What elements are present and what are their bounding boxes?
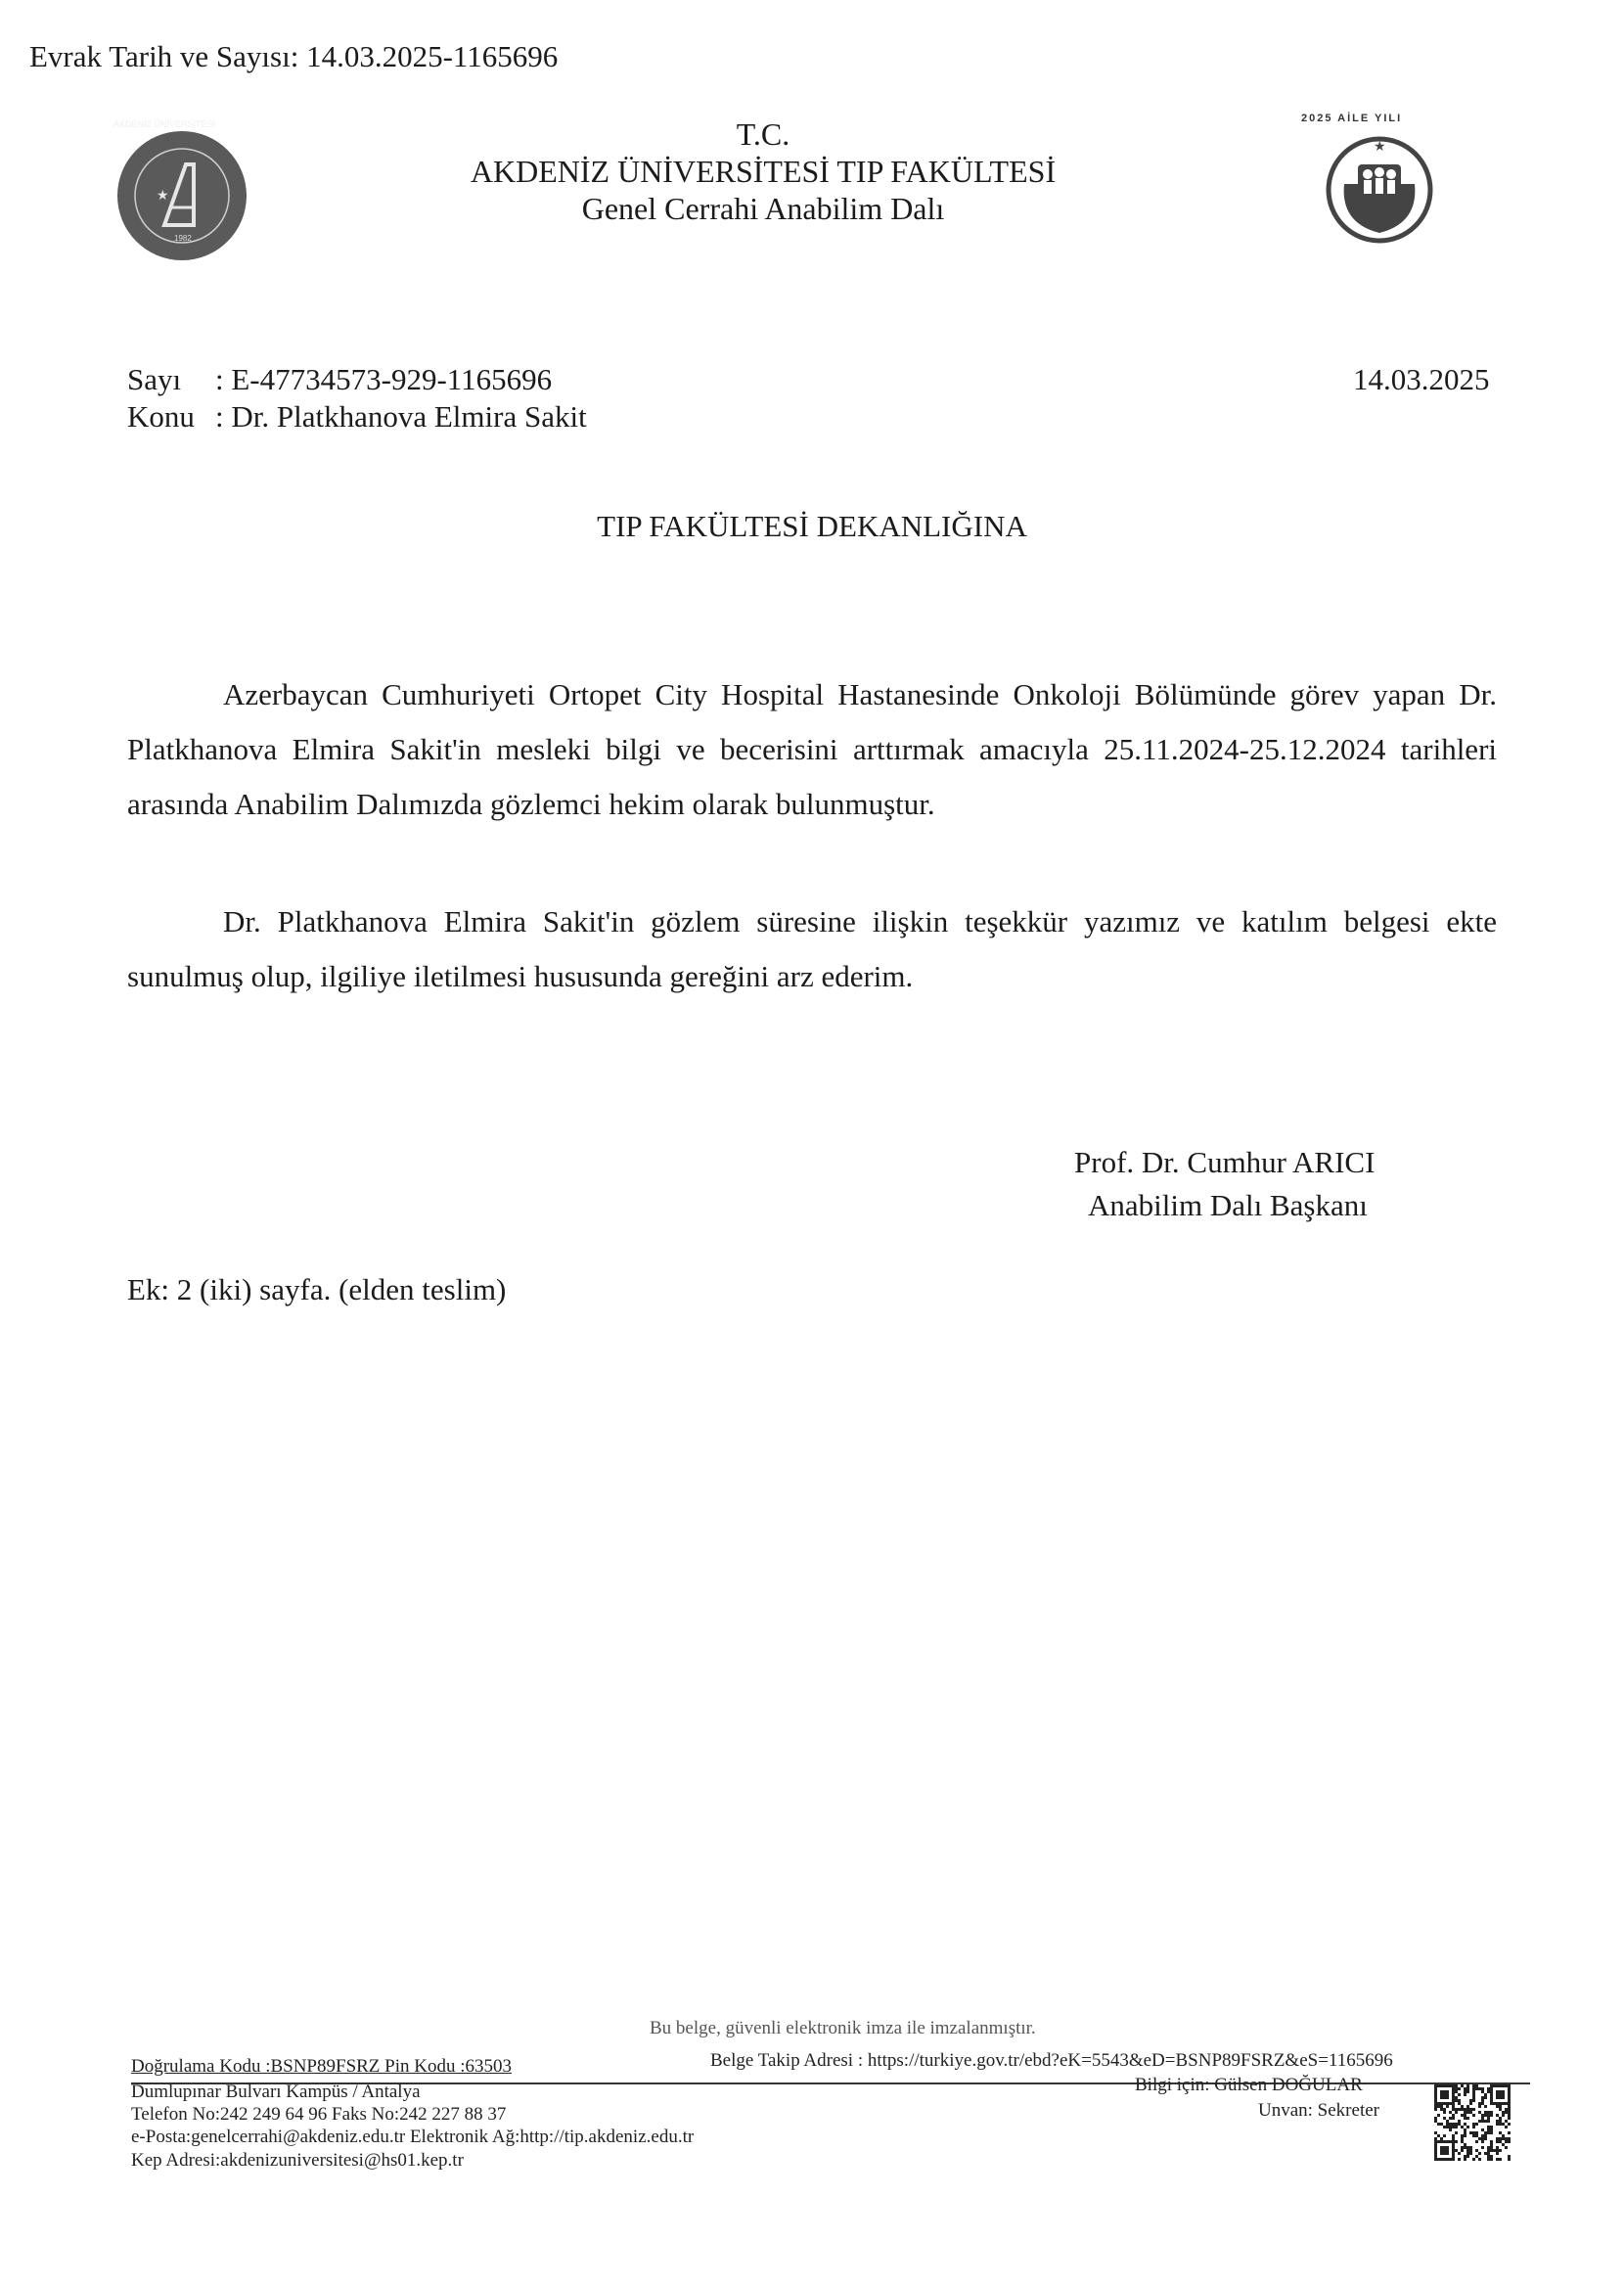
family-year-emblem [1301,113,1458,278]
konu-value: : Dr. Platkhanova Elmira Sakit [215,399,587,434]
header-department: Genel Cerrahi Anabilim Dalı [581,191,945,226]
esignature-note: Bu belge, güvenli elektronik imza ile imzalanmıştır. [650,2018,1036,2038]
document-tracking-address[interactable]: Belge Takip Adresi : https://turkiye.gov.tr/ebd?eK=5543&eD=BSNP89FSRZ&eS=1165696 [710,2050,1393,2071]
svg-text:★: ★ [1374,140,1386,155]
family-year-text: 2025 AİLE YILI [1301,113,1403,124]
contact-role: Unvan: Sekreter [1258,2100,1379,2121]
footer-address: Dumlupınar Bulvarı Kampüs / Antalya [131,2082,421,2102]
footer-email[interactable]: e-Posta:genelcerrahi@akdeniz.edu.tr Elektronik Ağ:http://tip.akdeniz.edu.tr [131,2127,695,2147]
attachment-note: Ek: 2 (iki) sayfa. (elden teslim) [127,1272,507,1306]
paragraph-text: Dr. Platkhanova Elmira Sakit'in gözlem süresine ilişkin teşekkür yazımız ve katılım belgesi ekte sunulmuş olup, ilgiliye iletilmesi hususunda gereğini arz ederim. [127,904,1497,993]
addressee: TIP FAKÜLTESİ DEKANLIĞINA [597,509,1027,543]
header-tc: T.C. [736,116,790,152]
document-date-number-stamp: Evrak Tarih ve Sayısı: 14.03.2025-1165696 [29,39,559,73]
sayi-label: Sayı [127,362,182,396]
signatory-name: Prof. Dr. Cumhur ARICI [1074,1145,1376,1179]
svg-text:1982: 1982 [174,234,192,243]
footer-kep: Kep Adresi:akdenizuniversitesi@hs01.kep.tr [131,2150,464,2171]
body-paragraph-1 [127,667,1497,832]
signatory-title: Anabilim Dalı Başkanı [1088,1188,1368,1222]
document-date: 14.03.2025 [1353,362,1490,396]
svg-text:★: ★ [157,189,169,204]
contact-person: Bilgi için: Gülsen DOĞULAR [1135,2075,1363,2095]
sayi-value: : E-47734573-929-1165696 [215,362,553,396]
konu-label: Konu [127,399,195,434]
header-institution: AKDENİZ ÜNİVERSİTESİ TIP FAKÜLTESİ [470,154,1057,189]
qr-code [1434,2084,1511,2161]
university-seal-text: AKDENİZ ÜNİVERSİTESİ [113,119,216,129]
body-paragraph-2 [127,894,1497,1004]
paragraph-text: Azerbaycan Cumhuriyeti Ortopet City Hospital Hastanesinde Onkoloji Bölümünde görev yapan Dr. Platkhanova Elmira Sakit'in mesleki bilgi ve becerisini arttırmak amacıyla 25.11.2024-25.12.2024 tarihleri arasında Anabilim Dalımızda gözlemci hekim olarak bulunmuştur. [127,677,1497,821]
verification-code: Doğrulama Kodu :BSNP89FSRZ Pin Kodu :63503 [131,2056,513,2077]
footer-phone: Telefon No:242 249 64 96 Faks No:242 227 88 37 [131,2104,507,2125]
